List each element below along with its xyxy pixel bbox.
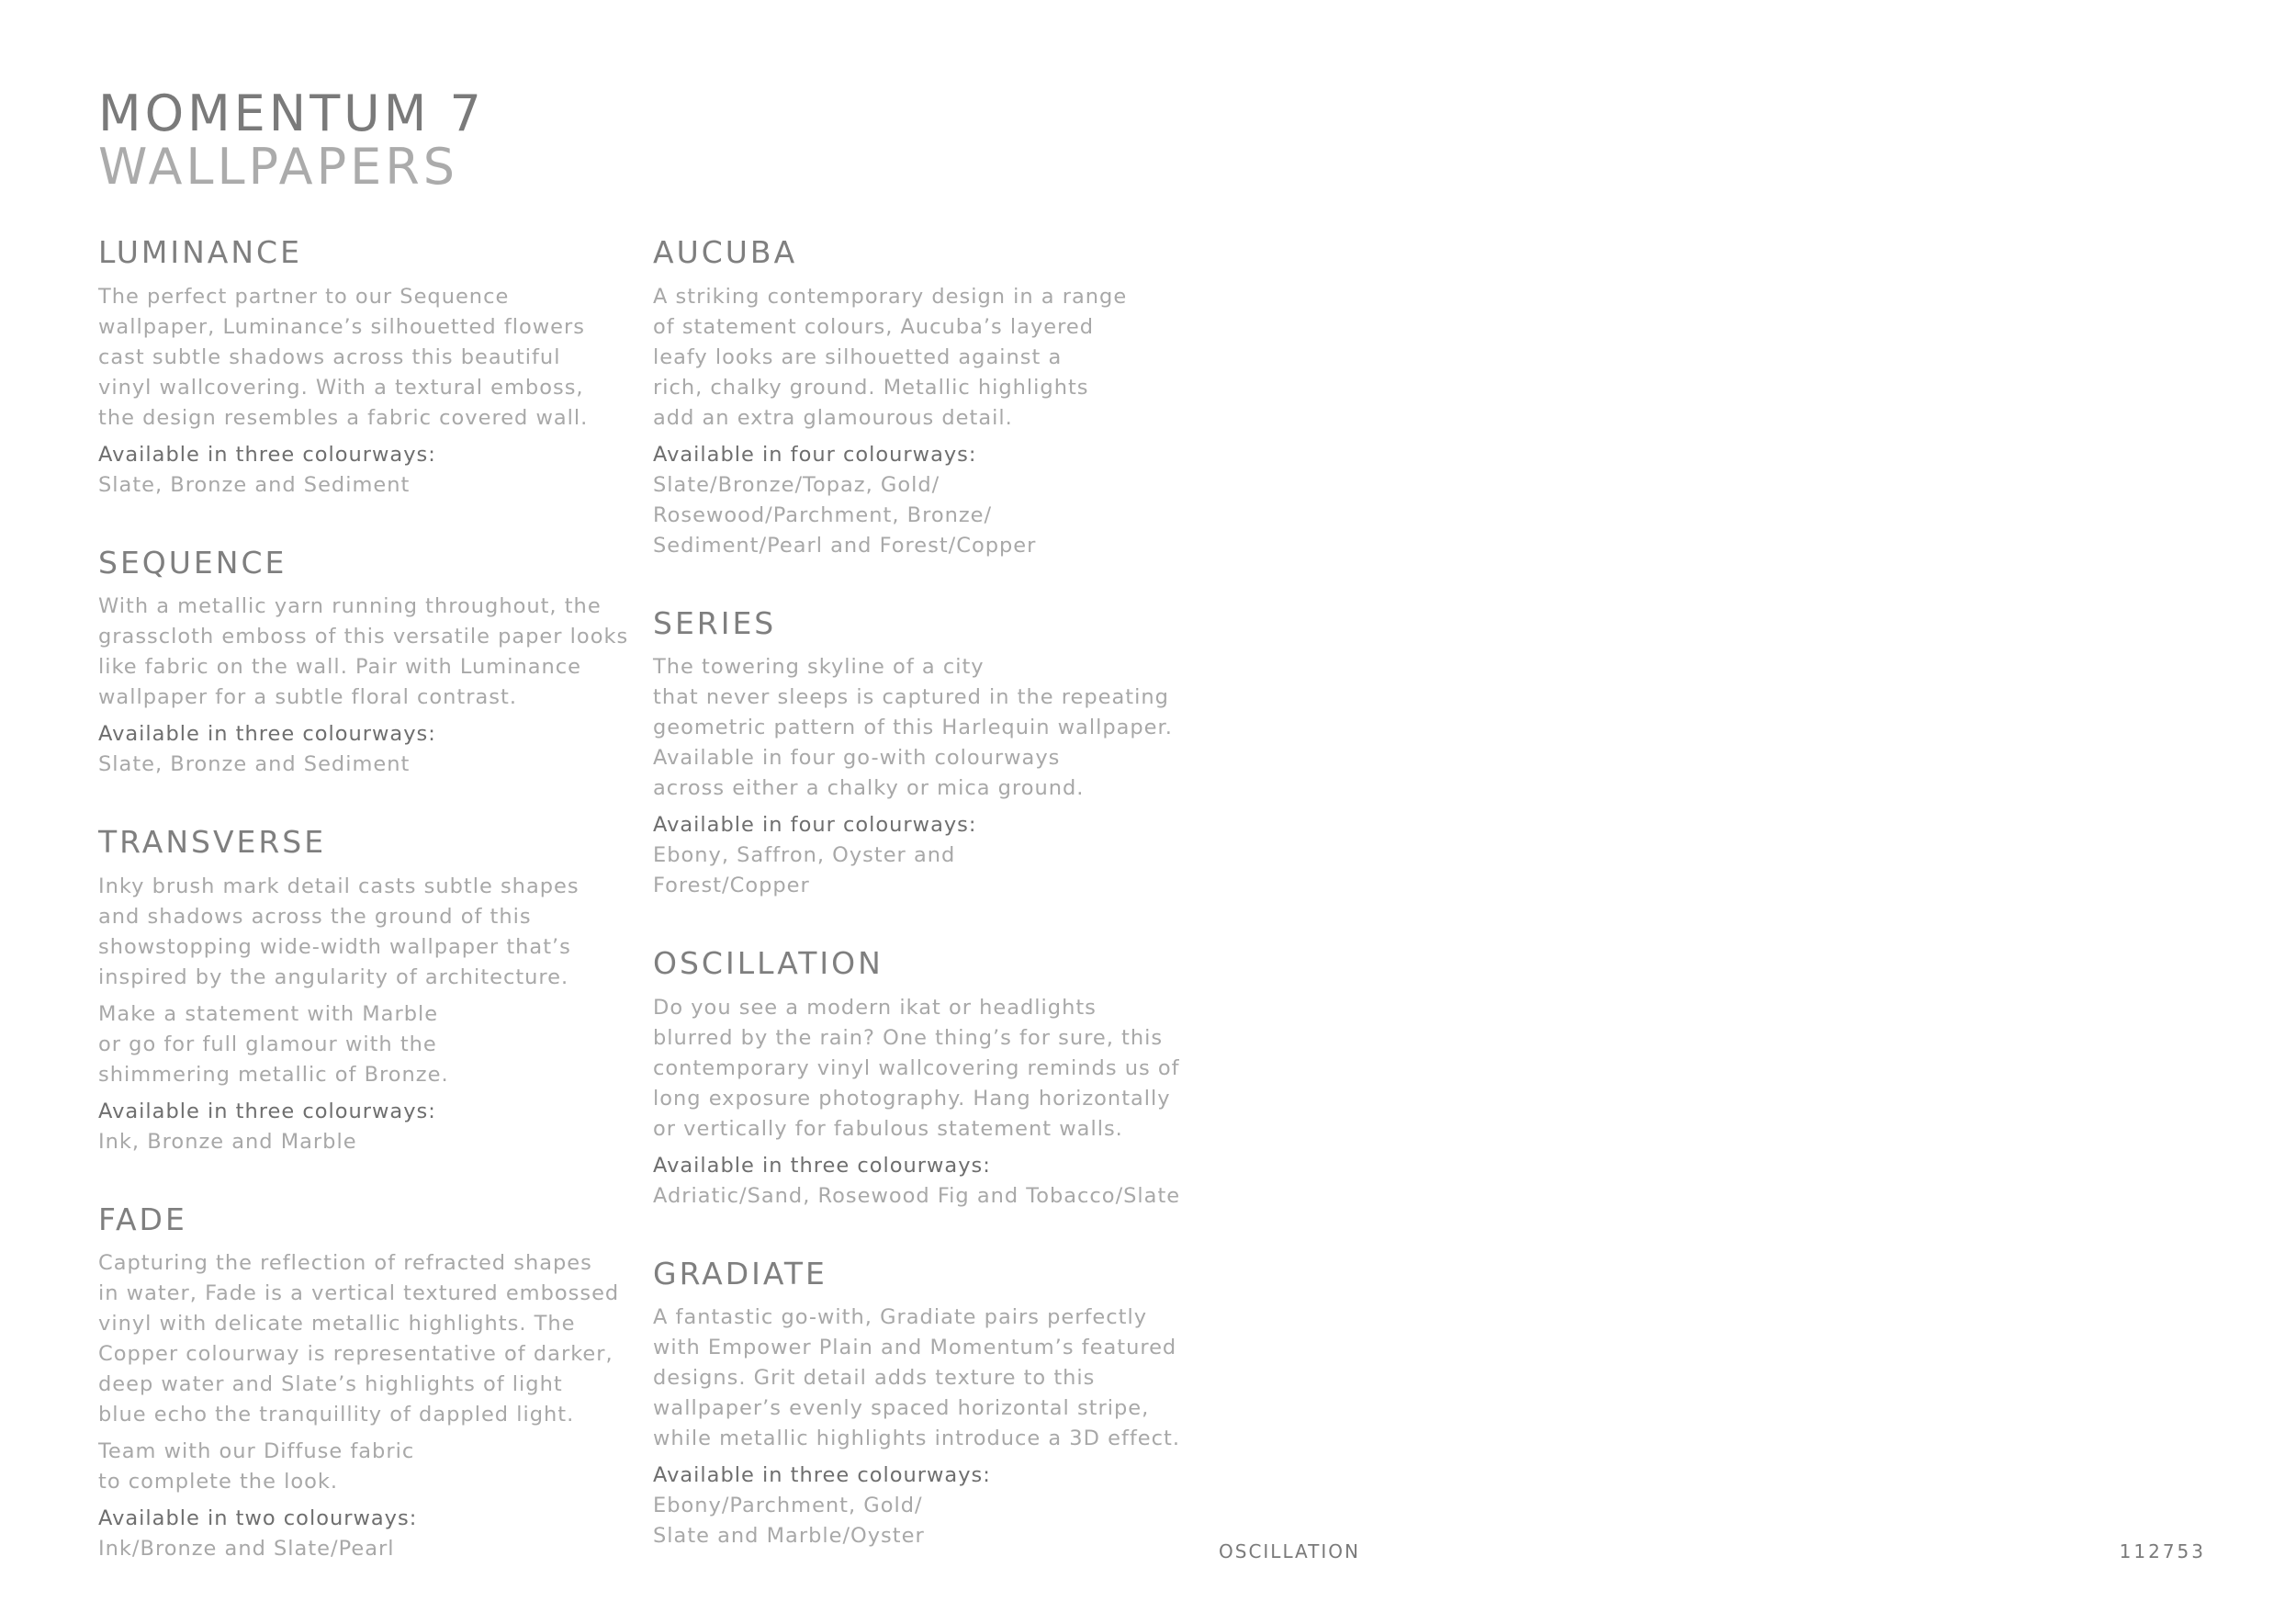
section-description: The towering skyline of a city that never sleeps is captured in the repeating geometric pattern of this Harlequin wallpaper. Available in four go-with colourways across either a chalky or mica ground. <box>653 655 1173 801</box>
colourways-list: Ebony/Parchment, Gold/ Slate and Marble/Oyster <box>653 1494 925 1549</box>
section-heading: FADE <box>98 1201 187 1237</box>
right-column <box>653 234 1222 1596</box>
product-section-transverse <box>98 824 631 1157</box>
availability-label: Available in two colourways: <box>98 1506 418 1531</box>
section-heading: AUCUBA <box>653 234 798 270</box>
section-description: Capturing the reflection of refracted shapes in water, Fade is a vertical textured embossed vinyl with delicate metallic highlights. The Copper colourway is representative of darker, deep water and Slate’s highlights of light blue echo the tranquillity of dappled light. <box>98 1251 620 1427</box>
colourways-list: Slate/Bronze/Topaz, Gold/ Rosewood/Parchment, Bronze/ Sediment/Pearl and Forest/Copper <box>653 472 1037 558</box>
colourways-list: Ink/Bronze and Slate/Pearl <box>98 1537 395 1562</box>
section-description: Do you see a modern ikat or headlights blurred by the rain? One thing’s for sure, this contemporary vinyl wallcovering reminds us of long exposure photography. Hang horizontally or vertically for fabulous statement walls. <box>653 995 1180 1141</box>
footer-number: 112753 <box>2119 1540 2206 1562</box>
section-description: Inky brush mark detail casts subtle shapes and shadows across the ground of this showstopping wide-width wallpaper that’s inspired by the angularity of architecture. <box>98 874 580 989</box>
availability-label: Available in three colourways: <box>653 1463 991 1488</box>
colourways-list: Slate, Bronze and Sediment <box>98 752 411 777</box>
product-section-aucuba <box>653 234 1222 561</box>
section-heading: GRADIATE <box>653 1255 827 1291</box>
title-line-2: WALLPAPERS <box>98 138 459 197</box>
product-section-luminance <box>98 234 631 501</box>
title-line-1: MOMENTUM 7 <box>98 85 485 142</box>
product-section-oscillation <box>653 945 1222 1212</box>
section-description: Make a statement with Marble or go for full glamour with the shimmering metallic of Bronze. <box>98 1001 449 1087</box>
product-section-sequence <box>98 545 631 781</box>
section-heading: OSCILLATION <box>653 945 884 982</box>
page-title <box>98 87 485 195</box>
section-description: Team with our Diffuse fabric to complete the look. <box>98 1439 415 1494</box>
section-description: A fantastic go-with, Gradiate pairs perfectly with Empower Plain and Momentum’s featured designs. Grit detail adds texture to this wallpaper’s evenly spaced horizontal stripe, while metallic highlights introduce a 3D effect. <box>653 1305 1180 1451</box>
product-section-series <box>653 605 1222 902</box>
product-section-fade <box>98 1201 631 1565</box>
section-description: A striking contemporary design in a range of statement colours, Aucuba’s layered leafy looks are silhouetted against a rich, chalky ground. Metallic highlights add an extra glamourous detail. <box>653 284 1128 430</box>
availability-label: Available in three colourways: <box>653 1153 991 1178</box>
availability-label: Available in three colourways: <box>98 1099 436 1123</box>
section-description: With a metallic yarn running throughout, the grasscloth emboss of this versatile paper looks like fabric on the wall. Pair with Luminance wallpaper for a subtle floral contrast. <box>98 594 629 710</box>
availability-label: Available in three colourways: <box>98 722 436 747</box>
product-section-gradiate <box>653 1256 1222 1552</box>
section-heading: SEQUENCE <box>98 544 287 581</box>
footer-caption: OSCILLATION <box>1219 1540 1360 1562</box>
section-heading: LUMINANCE <box>98 234 302 270</box>
colourways-list: Slate, Bronze and Sediment <box>98 472 411 497</box>
section-heading: TRANSVERSE <box>98 824 327 861</box>
colourways-list: Ink, Bronze and Marble <box>98 1129 357 1154</box>
availability-label: Available in four colourways: <box>653 813 977 838</box>
left-column <box>98 234 631 1608</box>
section-description: The perfect partner to our Sequence wallpaper, Luminance’s silhouetted flowers cast subtle shadows across this beautiful vinyl wallcovering. With a textural emboss, the design resembles a fabric covered wall. <box>98 284 589 430</box>
availability-label: Available in four colourways: <box>653 442 977 467</box>
section-heading: SERIES <box>653 604 777 641</box>
availability-label: Available in three colourways: <box>98 442 436 467</box>
colourways-list: Adriatic/Sand, Rosewood Fig and Tobacco/Slate <box>653 1183 1181 1208</box>
colourways-list: Ebony, Saffron, Oyster and Forest/Copper <box>653 843 956 898</box>
